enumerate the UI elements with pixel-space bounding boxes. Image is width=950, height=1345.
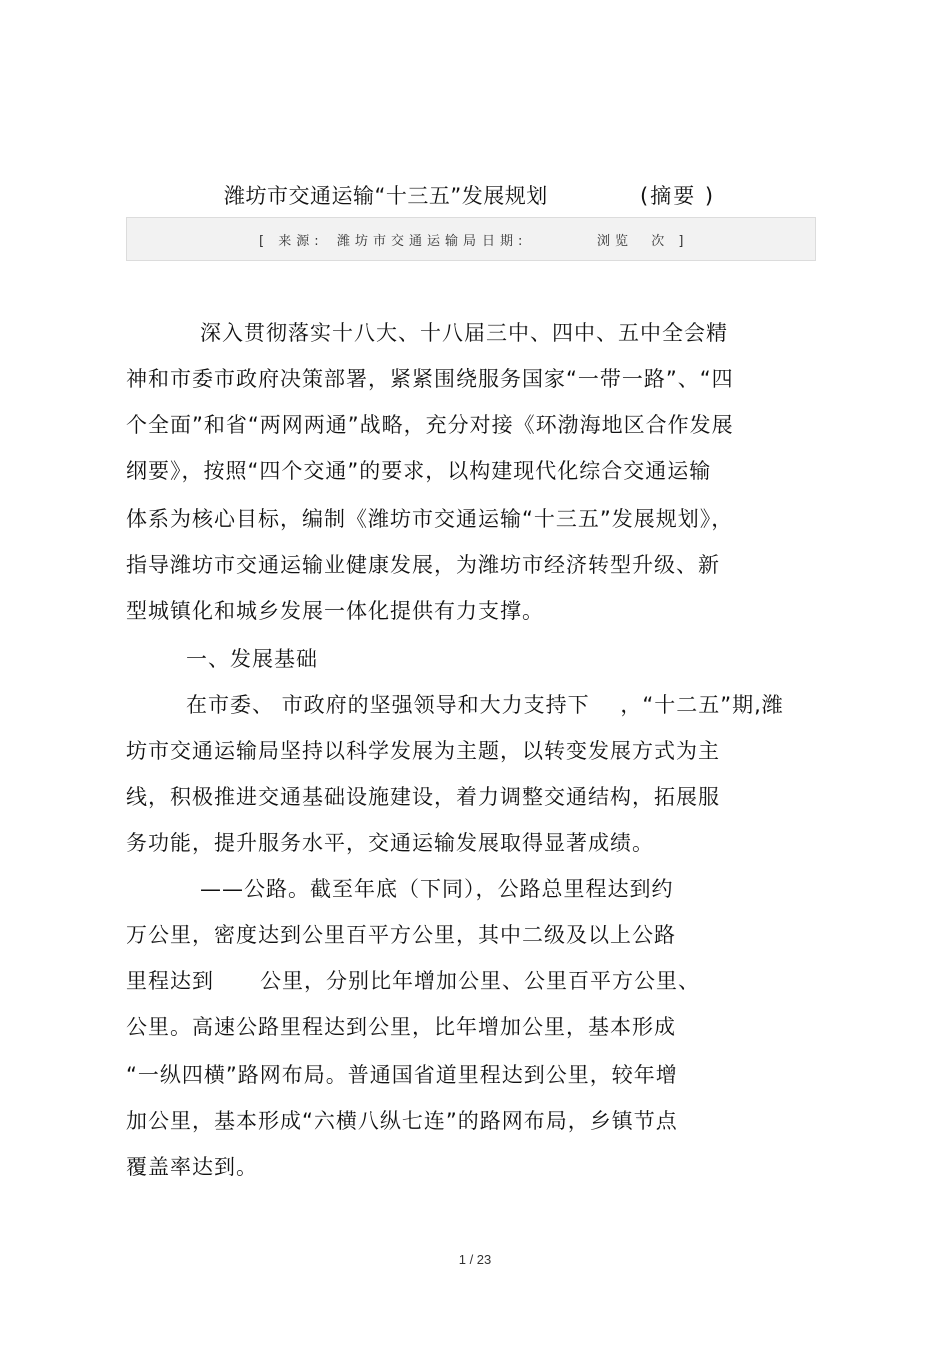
date-label: 日期: xyxy=(482,234,528,249)
paragraph-line: 覆盖率达到。 xyxy=(126,1155,258,1179)
paragraph-line: 在市委、 市政府的坚强领导和大力支持下 ，“十二五”期,潍 xyxy=(186,693,784,717)
paragraph-line: 加公里，基本形成“六横八纵七连”的路网布局，乡镇节点 xyxy=(126,1109,678,1133)
paragraph-line: 线，积极推进交通基础设施建设，着力调整交通结构，拓展服 xyxy=(126,785,720,809)
paragraph-line: 指导潍坊市交通运输业健康发展，为潍坊市经济转型升级、新 xyxy=(126,553,720,577)
paragraph-line: 务功能，提升服务水平，交通运输发展取得显著成绩。 xyxy=(126,831,654,855)
views-label: 浏览 次 ] xyxy=(597,234,689,249)
paragraph-line: ——公路。截至年底（下同），公路总里程达到约 xyxy=(200,877,674,901)
section-heading: 一、发展基础 xyxy=(186,647,318,671)
paragraph-line: 万公里，密度达到公里百平方公里，其中二级及以上公路 xyxy=(126,923,676,947)
page-number: 1 / 23 xyxy=(458,1252,492,1267)
paragraph-line: 体系为核心目标，编制《潍坊市交通运输“十三五”发展规划》， xyxy=(126,507,734,531)
paragraph-line: 个全面”和省“两网两通”战略，充分对接《环渤海地区合作发展 xyxy=(126,413,734,437)
paragraph-line: 型城镇化和城乡发展一体化提供有力支撑。 xyxy=(126,599,544,623)
paragraph-line: 纲要》，按照“四个交通”的要求，以构建现代化综合交通运输 xyxy=(126,459,712,483)
paragraph-line: 深入贯彻落实十八大、十八届三中、四中、五中全会精 xyxy=(200,321,728,345)
paragraph-line: 公里。高速公路里程达到公里，比年增加公里，基本形成 xyxy=(126,1015,676,1039)
document-title: 潍坊市交通运输“十三五”发展规划 xyxy=(224,184,548,208)
source-label: [ 来源: xyxy=(259,234,324,249)
meta-info-bar xyxy=(126,217,816,261)
source-value: 潍坊市交通运输局 xyxy=(337,234,482,249)
document-title-suffix: (摘要 ) xyxy=(640,184,716,208)
paragraph-line: “一纵四横”路网布局。普通国省道里程达到公里，较年增 xyxy=(126,1063,678,1087)
paragraph-line: 坊市交通运输局坚持以科学发展为主题，以转变发展方式为主 xyxy=(126,739,720,763)
paragraph-line: 里程达到 公里，分别比年增加公里、公里百平方公里、 xyxy=(126,969,701,993)
paragraph-line: 神和市委市政府决策部署，紧紧围绕服务国家“一带一路”、“四 xyxy=(126,367,734,391)
document-title-row xyxy=(0,176,950,212)
